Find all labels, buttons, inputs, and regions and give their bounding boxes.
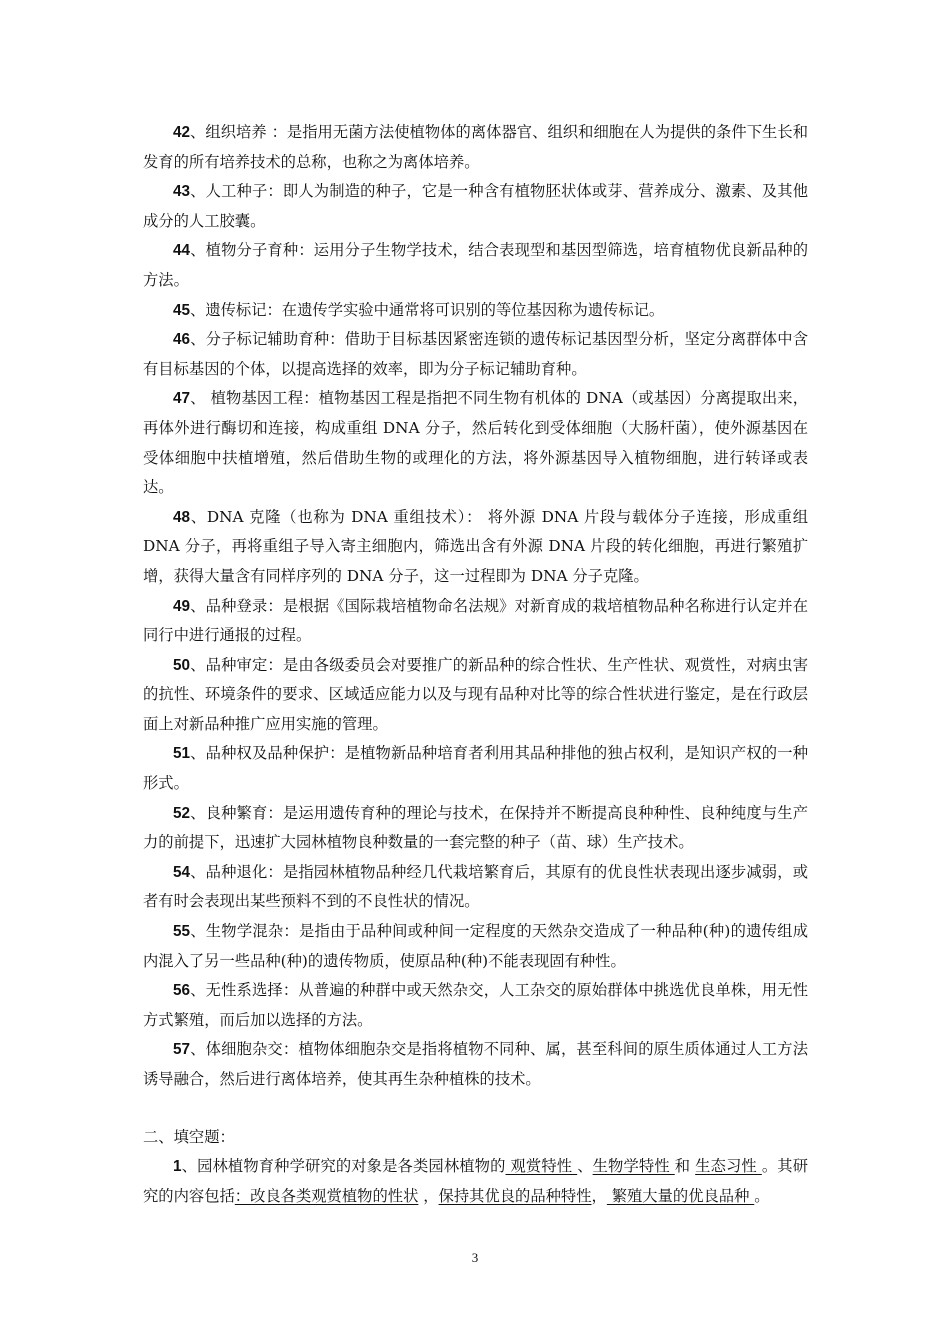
section-title: 二、填空题： bbox=[143, 1127, 235, 1146]
item-text: 、品种退化：是指园林植物品种经几代栽培繁育后，其原有的优良性状表现出逐步减弱，或者有时会表现出某些预料不到的不良性状的情况。 bbox=[143, 862, 808, 911]
definition-item bbox=[143, 592, 808, 651]
item-number: 57 bbox=[173, 1041, 191, 1059]
item-number: 48 bbox=[173, 508, 191, 526]
answer-blank-6: 繁殖大量的优良品种 bbox=[606, 1186, 755, 1205]
item-text: 、分子标记辅助育种：借助于目标基因紧密连锁的遗传标记基因型分析，坚定分离群体中含有目标基因的个体，以提高选择的效率，即为分子标记辅助育种。 bbox=[143, 330, 808, 378]
question-text-1: 、园林植物育种学研究的对象是各类园林植物的 bbox=[181, 1157, 506, 1176]
question-text-4: 。其研究的内容包括 bbox=[143, 1157, 808, 1205]
item-text: 、组织培养 ：是指用无菌方法使植物体的离体器官、组织和细胞在人为提供的条件下生长和发育的所有培养技术的总称，也称之为离体培养。 bbox=[143, 123, 808, 171]
definition-item bbox=[143, 739, 808, 798]
definition-item bbox=[143, 976, 808, 1035]
item-text: 、植物分子育种：运用分子生物学技术，结合表现型和基因型筛选，培育植物优良新品种的方法。 bbox=[143, 241, 808, 289]
definition-list bbox=[143, 118, 808, 1095]
item-text: 、品种权及品种保护：是植物新品种培育者利用其品种排他的独占权利，是知识产权的一种形式。 bbox=[143, 744, 808, 793]
item-number: 47 bbox=[173, 390, 191, 408]
definition-item bbox=[143, 799, 808, 858]
question-text-3: 和 bbox=[674, 1157, 696, 1176]
item-number: 52 bbox=[173, 804, 191, 822]
item-text: 、品种登录：是根据《国际栽培植物命名法规》对新育成的栽培植物品种名称进行认定并在同行中进行通报的过程。 bbox=[143, 596, 808, 645]
answer-blank-5: 保持其优良的品种特性 bbox=[438, 1186, 592, 1205]
item-text: 、无性系选择：从普遍的种群中或天然杂交，人工杂交的原始群体中挑选优良单株，用无性方式繁殖，而后加以选择的方法。 bbox=[143, 981, 808, 1029]
definition-item bbox=[143, 325, 808, 384]
question-text-6: ， bbox=[591, 1186, 607, 1205]
definition-item bbox=[143, 118, 808, 177]
answer-blank-3: 生态习性 bbox=[695, 1157, 762, 1176]
definition-item bbox=[143, 858, 808, 917]
question-text-7: 。 bbox=[754, 1186, 770, 1205]
definition-item bbox=[143, 236, 808, 295]
item-number: 55 bbox=[173, 923, 191, 941]
item-number: 45 bbox=[173, 301, 191, 319]
item-text: 、 植物基因工程：植物基因工程是指把不同生物有机体的 DNA（或基因）分离提取出来，再体外进行酶切和连接，构成重组 DNA 分子，然后转化到受体细胞（大肠杆菌），使外源基因在受体细胞中扶植增殖，然后借助生物的或理化的方法，将外源基因导入植物细胞，进行转译或表达。 bbox=[143, 389, 808, 497]
definition-item bbox=[143, 917, 808, 976]
question-text-5: ， bbox=[418, 1186, 439, 1205]
definition-item bbox=[143, 503, 808, 592]
item-text: 、品种审定：是由各级委员会对要推广的新品种的综合性状、生产性状、观赏性，对病虫害的抗性、环境条件的要求、区域适应能力以及与现有品种对比等的综合性状进行鉴定，是在行政层面上对新品种推广应用实施的管理。 bbox=[143, 655, 808, 733]
fill-in-question bbox=[143, 1152, 808, 1211]
item-number: 44 bbox=[173, 242, 191, 260]
item-text: 、生物学混杂：是指由于品种间或种间一定程度的天然杂交造成了一种品种(种)的遗传组成内混入了另一些品种(种)的遗传物质，使原品种(种)不能表现固有种性。 bbox=[143, 922, 808, 970]
page-content bbox=[143, 118, 808, 1211]
definition-item bbox=[143, 177, 808, 236]
item-number: 49 bbox=[173, 597, 191, 615]
item-number: 54 bbox=[173, 863, 191, 881]
item-text: 、体细胞杂交：植物体细胞杂交是指将植物不同种、属，甚至科间的原生质体通过人工方法诱导融合，然后进行离体培养，使其再生杂种植株的技术。 bbox=[143, 1040, 808, 1088]
item-text: 、人工种子：即人为制造的种子，它是一种含有植物胚状体或芽、营养成分、激素、及其他成分的人工胶囊。 bbox=[143, 182, 808, 230]
item-number: 50 bbox=[173, 656, 191, 674]
answer-blank-1: 观赏特性 bbox=[505, 1157, 578, 1176]
definition-item bbox=[143, 651, 808, 740]
answer-blank-4: ：改良各类观赏植物的性状 bbox=[234, 1186, 419, 1205]
section-gap bbox=[143, 1095, 808, 1123]
item-number: 42 bbox=[173, 124, 191, 141]
definition-item bbox=[143, 384, 808, 502]
question-number: 1 bbox=[173, 1158, 182, 1176]
answer-blank-2: 生物学特性 bbox=[592, 1157, 675, 1176]
definition-item bbox=[143, 1035, 808, 1094]
page-number: 3 bbox=[471, 1250, 479, 1265]
question-text-2: 、 bbox=[577, 1157, 593, 1176]
item-number: 51 bbox=[173, 745, 191, 763]
item-text: 、良种繁育：是运用遗传育种的理论与技术，在保持并不断提高良种种性、良种纯度与生产力的前提下，迅速扩大园林植物良种数量的一套完整的种子（苗、球）生产技术。 bbox=[143, 803, 808, 852]
item-number: 56 bbox=[173, 982, 191, 1000]
item-number: 43 bbox=[173, 183, 191, 201]
item-number: 46 bbox=[173, 331, 191, 349]
item-text: 、DNA 克隆（也称为 DNA 重组技术）： 将外源 DNA 片段与载体分子连接，形成重组 DNA 分子，再将重组子导入寄主细胞内，筛选出含有外源 DNA 片段的转化细胞，再进行繁殖扩增，获得大量含有同样序列的 DNA 分子，这一过程即为 DNA 分子克隆。 bbox=[143, 507, 808, 585]
item-text: 、遗传标记：在遗传学实验中通常将可识别的等位基因称为遗传标记。 bbox=[190, 300, 665, 319]
definition-item bbox=[143, 296, 808, 326]
